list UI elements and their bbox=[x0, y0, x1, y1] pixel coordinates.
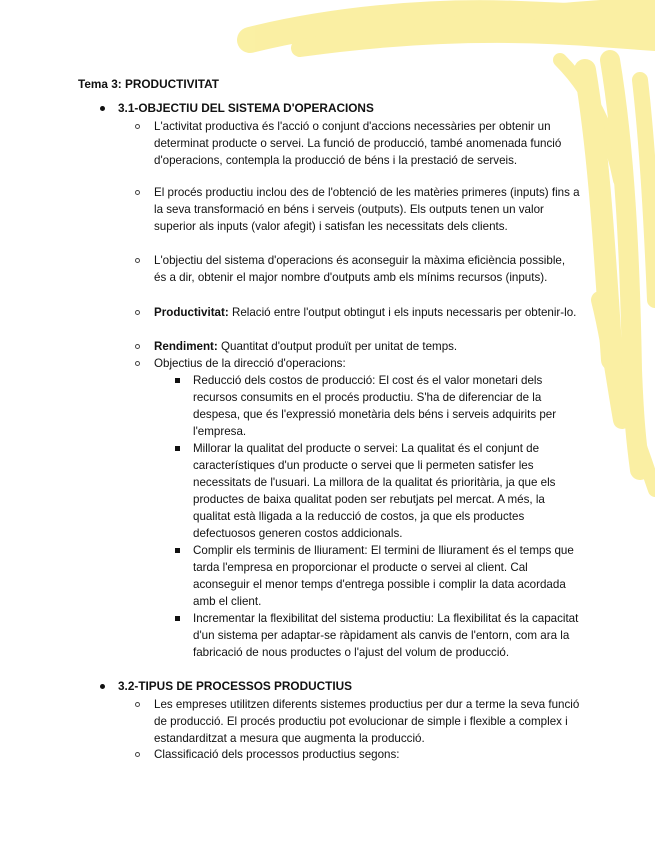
list-item: Les empreses utilitzen diferents sistemes productius per dur a terme la seva funció de producció. El procés productiu pot evolucionar de simple i flexible a complex i estandarditzat a mesura que augmenta la producció. bbox=[154, 698, 580, 745]
square-bullet-icon bbox=[175, 378, 180, 383]
term-productivitat: Productivitat: bbox=[154, 306, 229, 319]
definition-rendiment bbox=[154, 338, 580, 355]
square-bullet-icon bbox=[175, 548, 180, 553]
objectius-label: Objectius de la direcció d'operacions: bbox=[154, 357, 346, 370]
list-item: L'objectiu del sistema d'operacions és aconseguir la màxima eficiència possible, és a dir, obtenir el major nombre d'outputs amb els mínims recursos (inputs). bbox=[154, 254, 566, 284]
list-item: Complir els terminis de lliurament: El termini de lliurament és el temps que tarda l'empresa en proporcionar el producte o servei al client. Cal aconseguir el menor temps d'entrega possible i complir la data acordada amb el client. bbox=[193, 544, 574, 608]
bullet-icon bbox=[100, 684, 105, 689]
circle-bullet-icon bbox=[135, 190, 140, 195]
section-heading-2: 3.2-TIPUS DE PROCESSOS PRODUCTIUS bbox=[118, 679, 353, 693]
definition-productivitat bbox=[154, 304, 580, 321]
bullet-icon bbox=[100, 106, 105, 111]
list-item: Classificació dels processos productius segons: bbox=[154, 748, 400, 761]
list-item: El procés productiu inclou des de l'obtenció de les matèries primeres (inputs) fins a la seva transformació en béns i serveis (outputs). Els outputs tenen un valor superior als inputs (valor afegit) i satisfan les necessitats dels clients. bbox=[154, 186, 580, 233]
definition-text: Relació entre l'output obtingut i els inputs necessaris per obtenir-lo. bbox=[228, 306, 577, 319]
list-item: Incrementar la flexibilitat del sistema productiu: La flexibilitat és la capacitat d'un sistema per adaptar-se ràpidament als canvis de l'entorn, com ara la fabricació de nous productes o l'ajust del volum de producció. bbox=[193, 612, 579, 659]
circle-bullet-icon bbox=[135, 752, 140, 757]
section-heading-1: 3.1-OBJECTIU DEL SISTEMA D'OPERACIONS bbox=[118, 101, 374, 115]
square-bullet-icon bbox=[175, 616, 180, 621]
circle-bullet-icon bbox=[135, 702, 140, 707]
list-item: Reducció dels costos de producció: El cost és el valor monetari dels recursos consumits en el procés productiu. S'ha de diferenciar de la despesa, que és l'expressió monetària dels béns i serveis adquirits per l'empresa. bbox=[193, 374, 557, 438]
circle-bullet-icon bbox=[135, 310, 140, 315]
circle-bullet-icon bbox=[135, 344, 140, 349]
term-rendiment: Rendiment: bbox=[154, 340, 218, 353]
circle-bullet-icon bbox=[135, 258, 140, 263]
list-item: Millorar la qualitat del producte o servei: La qualitat és el conjunt de característiques d'un producte o servei que li permeten satisfer les necessitats de l'usuari. La millora de la qualitat és prioritària, ja que els productes de baixa qualitat poden ser rebutjats pel mercat. A més, la qualitat està lligada a la reducció de costos, ja que els productes defectuosos generen costos addicionals. bbox=[193, 442, 556, 540]
square-bullet-icon bbox=[175, 446, 180, 451]
list-item: L'activitat productiva és l'acció o conjunt d'accions necessàries per obtenir un determinat producte o servei. La funció de producció, també anomenada funció d'operacions, contempla la producció de béns i la prestació de serveis. bbox=[154, 120, 562, 167]
definition-text: Quantitat d'output produït per unitat de temps. bbox=[217, 340, 458, 353]
circle-bullet-icon bbox=[135, 124, 140, 129]
page-title: Tema 3: PRODUCTIVITAT bbox=[78, 77, 219, 91]
circle-bullet-icon bbox=[135, 361, 140, 366]
